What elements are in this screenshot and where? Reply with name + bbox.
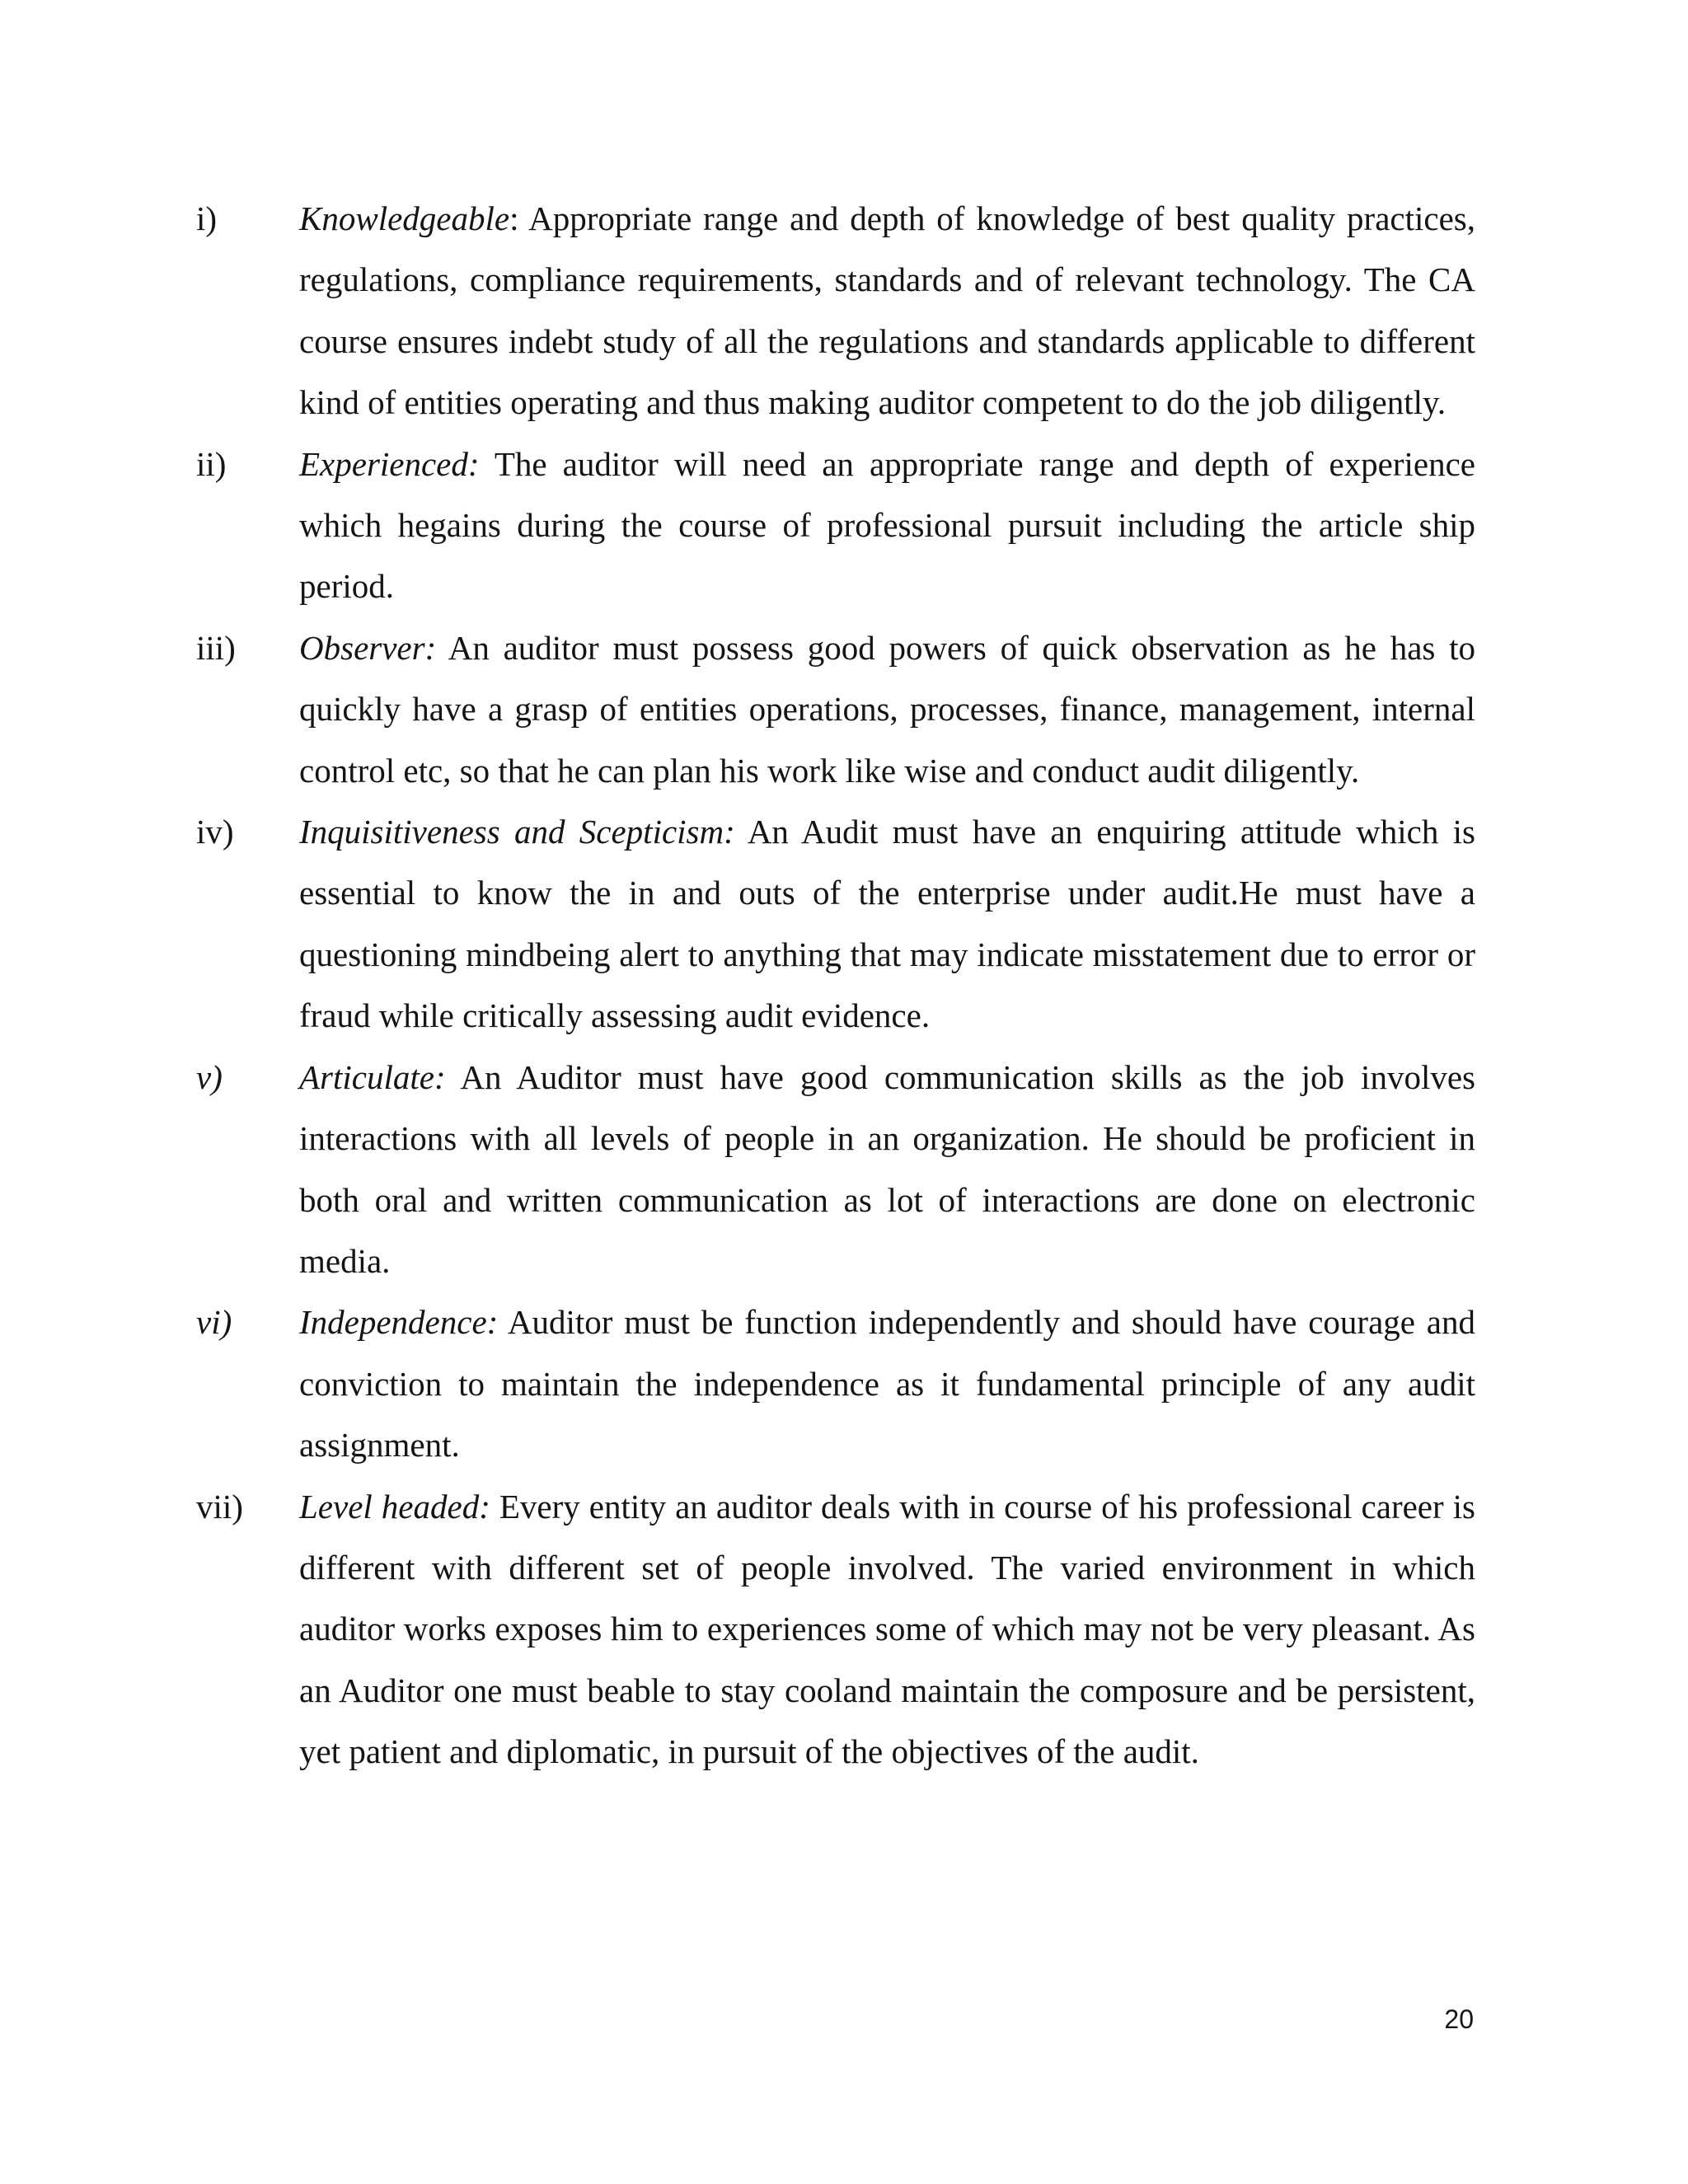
- list-item-body: [299, 1476, 1475, 1783]
- list-item-body: [299, 188, 1475, 434]
- list-marker: i): [196, 199, 218, 237]
- item-text: An Auditor must have good communication skills as the job involves interactions with all levels of people in an organization. He should be proficient in both oral and written communication as lot of interactions are done on electronic media.: [299, 1057, 1475, 1280]
- list-item-knowledgeable: [196, 188, 1475, 434]
- list-item-articulate: [196, 1047, 1475, 1292]
- item-term: Level headed:: [299, 1487, 490, 1526]
- item-text: An Audit must have an enquiring attitude which is essential to know the in and outs of the enterprise under audit.He must have a questioning mindbeing alert to anything that may indicate misstatement due to error or fraud while critically assessing audit evidence.: [299, 813, 1475, 1035]
- list-item-level-headed: [196, 1476, 1475, 1783]
- list-item-experienced: [196, 434, 1475, 617]
- list-item-body: [299, 434, 1475, 617]
- item-term: Observer:: [299, 628, 437, 667]
- item-text: An auditor must possess good powers of quick observation as he has to quickly have a grasp of entities operations, processes, finance, management, internal control etc, so that he can plan his work like wise and conduct audit diligently.: [299, 628, 1475, 790]
- list-item-observer: [196, 617, 1475, 801]
- item-term: Articulate:: [299, 1057, 446, 1096]
- list-item-inquisitiveness: [196, 801, 1475, 1047]
- item-text: Every entity an auditor deals with in course of his professional career is different with different set of people involved. The varied environment in which auditor works exposes him to experiences some of which may not be very pleasant. As an Auditor one must beable to stay cooland maintain the composure and be persistent, yet patient and diplomatic, in pursuit of the objectives of the audit.: [299, 1487, 1476, 1771]
- item-text: The auditor will need an appropriate range and depth of experience which hegains during the course of professional pursuit including the article ship period.: [299, 444, 1475, 606]
- list-item-body: [299, 1047, 1475, 1292]
- list-marker: vi): [196, 1303, 232, 1342]
- list-marker: vii): [196, 1487, 243, 1526]
- list-marker: ii): [196, 444, 227, 483]
- auditor-qualities-list: [196, 188, 1475, 1783]
- list-marker: v): [196, 1057, 223, 1096]
- list-item-body: [299, 801, 1475, 1047]
- list-item-body: [299, 1291, 1475, 1475]
- term-separator: :: [509, 199, 519, 237]
- item-term: Inquisitiveness and Scepticism:: [299, 813, 735, 851]
- item-text: Auditor must be function independently and should have courage and conviction to maintain the independence as it fundamental principle of any audit assignment.: [299, 1303, 1475, 1465]
- page-number: 20: [1444, 2004, 1474, 2034]
- list-item-body: [299, 617, 1475, 801]
- item-term: Experienced:: [299, 444, 480, 483]
- item-term: Knowledgeable: [299, 199, 510, 237]
- list-item-independence: [196, 1291, 1475, 1475]
- item-text: Appropriate range and depth of knowledge of best quality practices, regulations, compliance requirements, standards and of relevant technology. The CA course ensures indebt study of all the regulations and standards applicable to different kind of entities operating and thus making auditor competent to do the job diligently.: [299, 199, 1475, 422]
- list-marker: iv): [196, 813, 234, 851]
- item-term: Independence:: [299, 1303, 499, 1342]
- list-marker: iii): [196, 628, 236, 667]
